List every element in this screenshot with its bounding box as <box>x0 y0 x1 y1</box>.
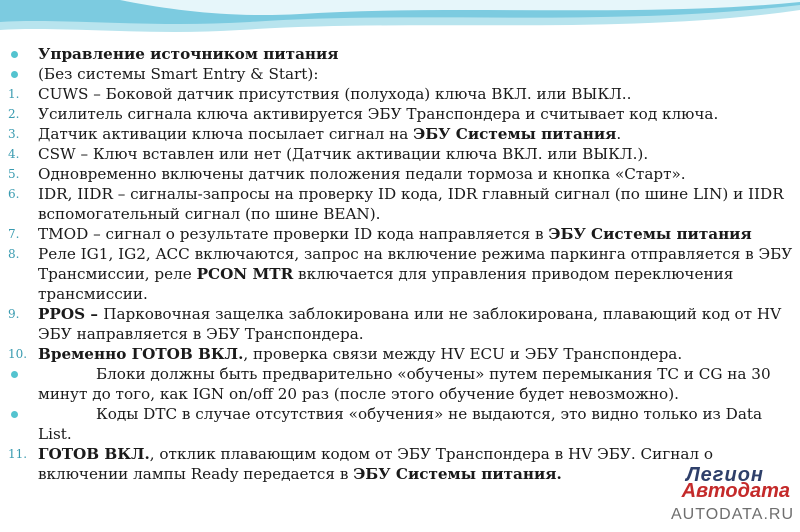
logo-text-autodata: Автодата <box>681 480 790 502</box>
bullet-icon <box>11 51 18 58</box>
list-item-text <box>38 84 796 104</box>
text-segment: Реле IG1, IG2, ACC включаются, запрос на включение режима паркинга отправляется в ЭБУ Трансмиссии, реле <box>38 245 793 283</box>
list-number: 6. <box>8 187 20 201</box>
bold-text: ЭБУ Системы питания <box>413 125 617 143</box>
list-item <box>6 364 796 404</box>
list-item-text <box>38 104 796 124</box>
list-item <box>6 184 796 224</box>
instruction-list <box>6 44 796 484</box>
list-item <box>6 244 796 304</box>
bold-text: ГОТОВ ВКЛ. <box>38 445 150 463</box>
list-number: 10. <box>8 347 28 361</box>
list-item-text <box>38 404 796 444</box>
text-segment: CUWS – Боковой датчик присутствия (полуходa) ключа ВКЛ. или ВЫКЛ.. <box>38 85 632 103</box>
text-segment: . <box>616 125 622 143</box>
list-item-text <box>38 44 796 64</box>
list-item-text <box>38 124 796 144</box>
list-item-text <box>38 144 796 164</box>
bullet-icon <box>11 371 18 378</box>
list-item <box>6 124 796 144</box>
text-segment: Усилитель сигнала ключа активируется ЭБУ Транспондера и считывает код ключа. <box>38 105 719 123</box>
text-segment: CSW – Ключ вставлен или нет (Датчик активации ключа ВКЛ. или ВЫКЛ.). <box>38 145 649 163</box>
list-item <box>6 44 796 64</box>
list-number: 4. <box>8 147 20 161</box>
list-number: 9. <box>8 307 20 321</box>
bold-text: Управление источником питания <box>38 45 339 63</box>
bold-text: ЭБУ Системы питания. <box>353 465 562 483</box>
list-item <box>6 64 796 84</box>
list-number: 7. <box>8 227 20 241</box>
bold-text: PCON MTR <box>196 265 294 283</box>
list-number: 11. <box>8 447 28 461</box>
list-item <box>6 104 796 124</box>
list-item <box>6 84 796 104</box>
header-wave-decoration <box>0 0 800 48</box>
bullet-icon <box>11 411 18 418</box>
list-bullet <box>6 404 38 424</box>
bold-text: Временно ГОТОВ ВКЛ. <box>38 345 244 363</box>
list-number: 2. <box>8 107 20 121</box>
list-item-text <box>38 244 796 304</box>
text-segment: включается для управления приводом переключения трансмиссии. <box>38 265 734 303</box>
list-item-text <box>38 364 796 404</box>
text-segment: (Без системы Smart Entry & Start): <box>38 65 319 83</box>
text-segment: , отклик плавающим кодом от ЭБУ Транспондера в HV ЭБУ. Сигнал о включении лампы Ready передается в <box>38 445 713 483</box>
list-bullet <box>6 44 38 64</box>
bold-text: PPOS – <box>38 305 104 323</box>
bullet-icon <box>11 71 18 78</box>
list-item-text <box>38 344 796 364</box>
bold-text: ЭБУ Системы питания <box>548 225 752 243</box>
list-item-text <box>38 164 796 184</box>
list-item <box>6 304 796 344</box>
text-segment: Блоки должны быть предварительно «обучены» путем перемыкания TC и CG на 30 минут до того, как IGN on/off 20 раз (после этого обучение будет невозможно). <box>38 365 771 403</box>
list-item <box>6 224 796 244</box>
text-segment: Одновременно включены датчик положения педали тормоза и кнопка «Старт». <box>38 165 686 183</box>
text-segment: , проверка связи между HV ECU и ЭБУ Транспондера. <box>243 345 683 363</box>
list-item <box>6 144 796 164</box>
list-item <box>6 404 796 444</box>
logo-url: AUTODATA.RU <box>670 506 794 523</box>
list-item-text <box>38 184 796 224</box>
list-item-text <box>38 224 796 244</box>
list-number: 8. <box>8 247 20 261</box>
list-number: 3. <box>8 127 20 141</box>
text-segment: Коды DTC в случае отсутствия «обучения» не выдаются, это видно только из Data List. <box>38 405 763 443</box>
list-item-text <box>38 304 796 344</box>
list-number: 5. <box>8 167 20 181</box>
list-bullet <box>6 364 38 384</box>
autodata-logo <box>644 464 794 528</box>
list-item-text <box>38 64 796 84</box>
list-item <box>6 164 796 184</box>
list-bullet <box>6 64 38 84</box>
text-segment: IDR, IIDR – сигналы-запросы на проверку ID кода, IDR главный сигнал (по шине LIN) и IIDR вспомогательный сигнал (по шине BEAN). <box>38 185 784 223</box>
text-segment: TMOD – сигнал о результате проверки ID кода направляется в <box>38 225 549 243</box>
list-item <box>6 344 796 364</box>
text-segment: Парковочная защелка заблокирована или не заблокирована, плавающий код от HV ЭБУ направляется в ЭБУ Транспондера. <box>38 305 782 343</box>
text-segment: Датчик активации ключа посылает сигнал на <box>38 125 414 143</box>
logo-text-legion: Легион <box>685 464 764 486</box>
list-number: 1. <box>8 87 20 101</box>
